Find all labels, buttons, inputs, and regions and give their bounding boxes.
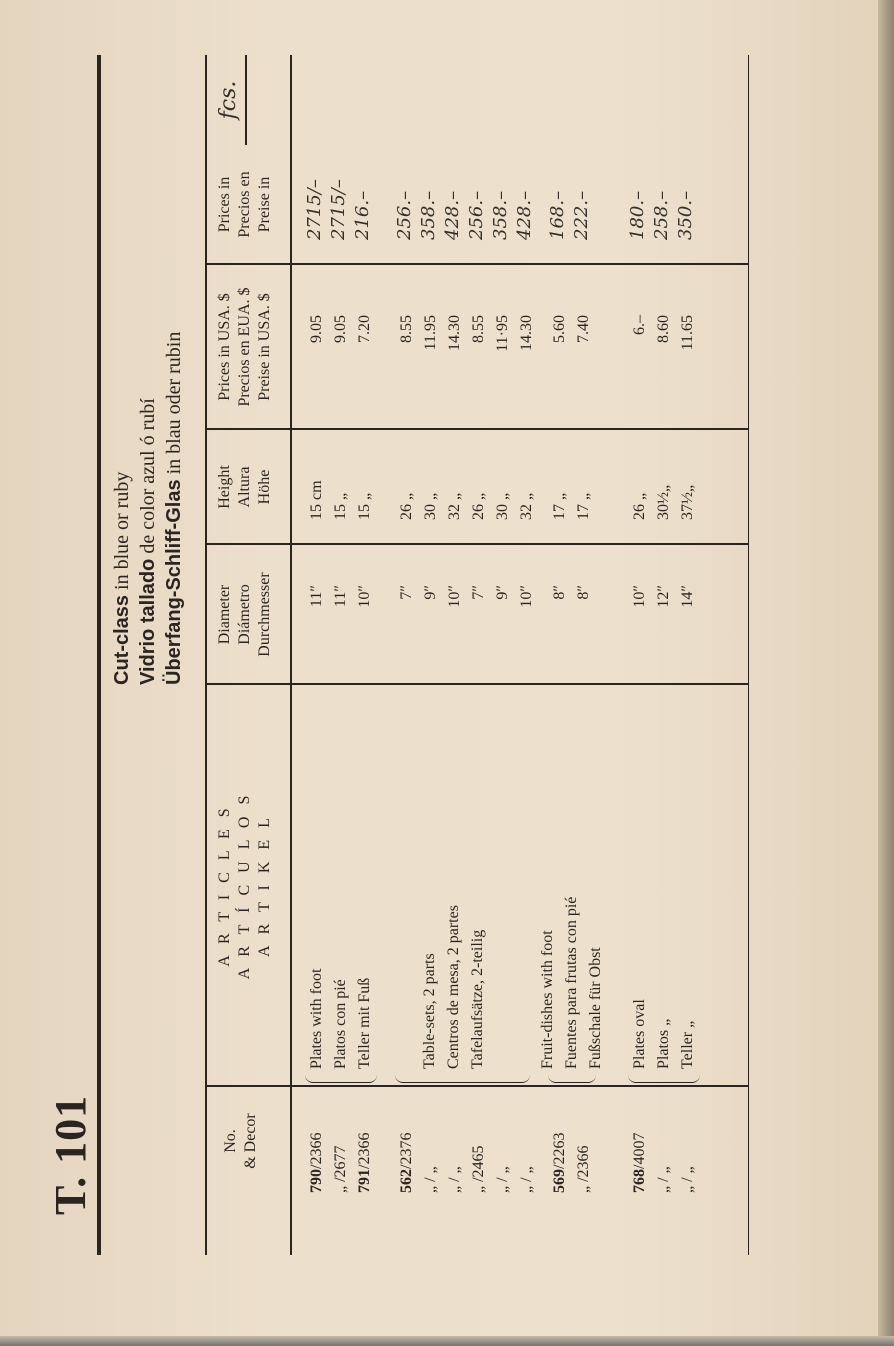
header-articles-en: A R T I C L E S bbox=[216, 804, 233, 967]
g1-r2-usa: 9.05 bbox=[332, 315, 349, 343]
g4-r1-no-bold: 768 bbox=[631, 1169, 648, 1193]
g4-r3-usa: 11.65 bbox=[679, 315, 696, 351]
col-sep-2 bbox=[205, 684, 748, 686]
header-height bbox=[215, 430, 275, 544]
g2-r2-height: 30 „ bbox=[422, 492, 439, 520]
g2-r3-no-rest: „ / „ bbox=[446, 1166, 463, 1193]
g3-r2-height: 17 „ bbox=[575, 492, 592, 520]
header-diameter-es: Diámetro bbox=[236, 584, 253, 645]
group-1-brace bbox=[305, 1072, 377, 1083]
rotated-price-list bbox=[45, 55, 765, 1255]
group-2-articles bbox=[418, 905, 490, 1069]
g1-r2-no bbox=[329, 1145, 353, 1193]
g2-r5-no bbox=[491, 1166, 515, 1193]
g2-r4-no-rest: „ /2465 bbox=[470, 1145, 487, 1193]
prices-in-handwritten-currency: fcs. bbox=[216, 80, 241, 120]
g1-r3-price: 216.– bbox=[352, 190, 373, 240]
header-prices-in bbox=[215, 145, 275, 264]
g2-r4-price: 256.– bbox=[466, 190, 487, 240]
g3-r2-no bbox=[572, 1145, 596, 1193]
subtitle-line-en bbox=[109, 472, 135, 685]
g4-r3-no-rest: „ / „ bbox=[679, 1166, 696, 1193]
g1-r2-height: 15 „ bbox=[332, 492, 349, 520]
g4-r2-diameter: 12″ bbox=[655, 585, 672, 608]
g2-r4-height: 26 „ bbox=[470, 492, 487, 520]
g2-r1-no-bold: 562 bbox=[398, 1169, 415, 1193]
g4-r3-height: 37½„ bbox=[679, 484, 696, 520]
g2-r5-diameter: 9″ bbox=[494, 585, 511, 600]
subtitle-line-es bbox=[135, 398, 161, 685]
g1-r1-no-rest: /2366 bbox=[308, 1132, 325, 1169]
subtitle-es-bold: Vidrio tallado bbox=[137, 558, 159, 685]
header-no bbox=[221, 1087, 261, 1195]
header-height-de: Höhe bbox=[256, 469, 273, 505]
g3-r2-price: 222.– bbox=[571, 190, 592, 240]
g4-r3-diameter: 14″ bbox=[679, 585, 696, 608]
page-title: T. 101 bbox=[46, 1094, 95, 1215]
g1-r2-diameter: 11″ bbox=[332, 585, 349, 608]
g1-r3-no bbox=[353, 1133, 377, 1193]
group-1-article-en: Plates with foot bbox=[308, 968, 325, 1069]
header-prices-usa-en: Prices in USA. $ bbox=[216, 293, 233, 401]
group-2-article-en: Table-sets, 2 parts bbox=[421, 953, 438, 1069]
g2-r6-diameter: 10″ bbox=[518, 585, 535, 608]
group-2-article-de: Tafelaufsätze, 2-teilig bbox=[469, 929, 486, 1069]
g3-r2-usa: 7.40 bbox=[575, 315, 592, 343]
subtitle-en-rest: in blue or ruby bbox=[111, 471, 133, 595]
header-diameter bbox=[215, 545, 275, 684]
g1-r1-usa: 9.05 bbox=[308, 315, 325, 343]
g2-r3-usa: 14.30 bbox=[446, 315, 463, 351]
g4-r1-no-rest: /4007 bbox=[631, 1132, 648, 1169]
header-top-rule bbox=[205, 55, 207, 1255]
header-prices-in-en: Prices in bbox=[216, 176, 233, 233]
header-no-line1: No. bbox=[222, 1129, 239, 1153]
col-sep-4 bbox=[205, 429, 748, 431]
header-height-es: Altura bbox=[236, 466, 253, 508]
g4-r3-no bbox=[676, 1166, 700, 1193]
g1-r1-height: 15 cm bbox=[308, 480, 325, 520]
g2-r2-usa: 11.95 bbox=[422, 315, 439, 351]
g2-r4-no bbox=[467, 1145, 491, 1193]
g2-r2-price: 358.– bbox=[418, 190, 439, 240]
group-4-article-de: Teller „ bbox=[679, 1020, 696, 1069]
subtitle-es-rest: de color azul ó rubí bbox=[137, 398, 159, 559]
g1-r2-price: 2715/– bbox=[328, 179, 349, 240]
page-edge bbox=[878, 0, 894, 1346]
g1-r3-no-bold: 791 bbox=[356, 1169, 373, 1193]
group-3-article-es: Fuentes para frutas con pié bbox=[563, 896, 580, 1069]
g4-r2-no bbox=[652, 1166, 676, 1193]
g3-r1-no-rest: /2263 bbox=[551, 1132, 568, 1169]
g4-r1-no bbox=[628, 1133, 652, 1193]
g2-r1-height: 26 „ bbox=[398, 492, 415, 520]
table-top-thick-rule bbox=[97, 55, 101, 1255]
g4-r2-height: 30½„ bbox=[655, 484, 672, 520]
g1-r1-no-bold: 790 bbox=[308, 1169, 325, 1193]
g2-r1-price: 256.– bbox=[394, 190, 415, 240]
g1-r1-diameter: 11″ bbox=[308, 585, 325, 608]
header-articles-es: A R T Í C U L O S bbox=[236, 791, 253, 980]
g2-r1-no-rest: /2376 bbox=[398, 1132, 415, 1169]
col-sep-1 bbox=[205, 1086, 748, 1088]
g4-r1-price: 180.– bbox=[627, 190, 648, 240]
group-1-articles bbox=[305, 969, 377, 1069]
header-bottom-rule bbox=[290, 55, 292, 1255]
table-bottom-rule bbox=[748, 55, 749, 1255]
g2-r1-diameter: 7″ bbox=[398, 585, 415, 600]
g2-r6-height: 32 „ bbox=[518, 492, 535, 520]
g2-r6-usa: 14.30 bbox=[518, 315, 535, 351]
g2-r2-diameter: 9″ bbox=[422, 585, 439, 600]
header-prices-usa-de: Preise in USA. $ bbox=[256, 293, 273, 401]
g1-r3-diameter: 10″ bbox=[356, 585, 373, 608]
group-4-brace bbox=[628, 1072, 700, 1083]
header-prices-usa bbox=[215, 265, 275, 429]
g3-r2-no-rest: „ /2366 bbox=[575, 1145, 592, 1193]
subtitle-de-rest: in blau oder rubin bbox=[163, 331, 185, 480]
g1-r1-no bbox=[305, 1133, 329, 1193]
g2-r6-price: 428.– bbox=[514, 190, 535, 240]
header-diameter-de: Durchmesser bbox=[256, 572, 273, 657]
g2-r5-height: 30 „ bbox=[494, 492, 511, 520]
g4-r1-usa: 6.– bbox=[631, 315, 648, 335]
g4-r2-no-rest: „ / „ bbox=[655, 1166, 672, 1193]
g2-r5-price: 358.– bbox=[490, 190, 511, 240]
g3-r1-height: 17 „ bbox=[551, 492, 568, 520]
subtitle-en-bold: Cut-class bbox=[111, 594, 133, 685]
group-1-article-es: Platos con pié bbox=[332, 979, 349, 1069]
g4-r2-price: 258.– bbox=[651, 190, 672, 240]
g2-r5-usa: 11·95 bbox=[494, 315, 511, 352]
g2-r2-no bbox=[419, 1166, 443, 1193]
g3-r1-price: 168.– bbox=[547, 190, 568, 240]
g2-r1-usa: 8.55 bbox=[398, 315, 415, 343]
g1-r3-usa: 7.20 bbox=[356, 315, 373, 343]
g4-r2-usa: 8.60 bbox=[655, 315, 672, 343]
header-prices-in-de: Preise in bbox=[256, 176, 273, 233]
g4-r1-height: 26 „ bbox=[631, 492, 648, 520]
prices-in-sub-rule bbox=[245, 55, 247, 145]
group-4-articles bbox=[628, 999, 700, 1069]
col-sep-5 bbox=[205, 264, 748, 266]
g3-r2-diameter: 8″ bbox=[575, 585, 592, 600]
g1-r3-height: 15 „ bbox=[356, 492, 373, 520]
g2-r5-no-rest: „ / „ bbox=[494, 1166, 511, 1193]
header-height-en: Height bbox=[216, 465, 233, 509]
group-2-article-es: Centros de mesa, 2 partes bbox=[445, 905, 462, 1069]
g3-r1-diameter: 8″ bbox=[551, 585, 568, 600]
subtitle-de-bold: Überfang-Schliff-Glas bbox=[163, 479, 185, 685]
group-3-brace bbox=[548, 1072, 596, 1083]
g2-r1-no bbox=[395, 1133, 419, 1193]
g4-r3-price: 350.– bbox=[675, 190, 696, 240]
group-3-article-de: Fußschale für Obst bbox=[587, 947, 604, 1069]
header-no-line2: & Decor bbox=[242, 1113, 259, 1169]
subtitle-line-de bbox=[161, 332, 187, 685]
g1-r1-price: 2715/– bbox=[304, 179, 325, 240]
g1-r3-no-rest: /2366 bbox=[356, 1132, 373, 1169]
g3-r1-usa: 5.60 bbox=[551, 315, 568, 343]
group-2-brace bbox=[395, 1072, 530, 1083]
header-prices-in-es: Precios en bbox=[236, 171, 253, 238]
g2-r6-no-rest: „ / „ bbox=[518, 1166, 535, 1193]
g2-r3-price: 428.– bbox=[442, 190, 463, 240]
g2-r4-usa: 8.55 bbox=[470, 315, 487, 343]
group-3-article-en: Fruit-dishes with foot bbox=[539, 930, 556, 1069]
g2-r6-no bbox=[515, 1166, 539, 1193]
col-sep-3 bbox=[205, 544, 748, 546]
g2-r3-no bbox=[443, 1166, 467, 1193]
g2-r3-diameter: 10″ bbox=[446, 585, 463, 608]
g1-r2-no-rest: „ /2677 bbox=[332, 1145, 349, 1193]
header-prices-usa-es: Precios en EUA. $ bbox=[236, 287, 253, 407]
group-4-article-en: Plates oval bbox=[631, 999, 648, 1069]
group-4-article-es: Platos „ bbox=[655, 1018, 672, 1069]
g3-r1-no bbox=[548, 1133, 572, 1193]
page-bottom-edge bbox=[0, 1336, 894, 1346]
header-diameter-en: Diameter bbox=[216, 584, 233, 645]
g2-r2-no-rest: „ / „ bbox=[422, 1166, 439, 1193]
g2-r3-height: 32 „ bbox=[446, 492, 463, 520]
group-1-article-de: Teller mit Fuß bbox=[356, 977, 373, 1069]
group-3-articles bbox=[536, 897, 608, 1069]
g4-r1-diameter: 10″ bbox=[631, 585, 648, 608]
g2-r4-diameter: 7″ bbox=[470, 585, 487, 600]
header-articles bbox=[215, 685, 275, 1086]
g3-r1-no-bold: 569 bbox=[551, 1169, 568, 1193]
header-articles-de: A R T I K E L bbox=[256, 814, 273, 957]
